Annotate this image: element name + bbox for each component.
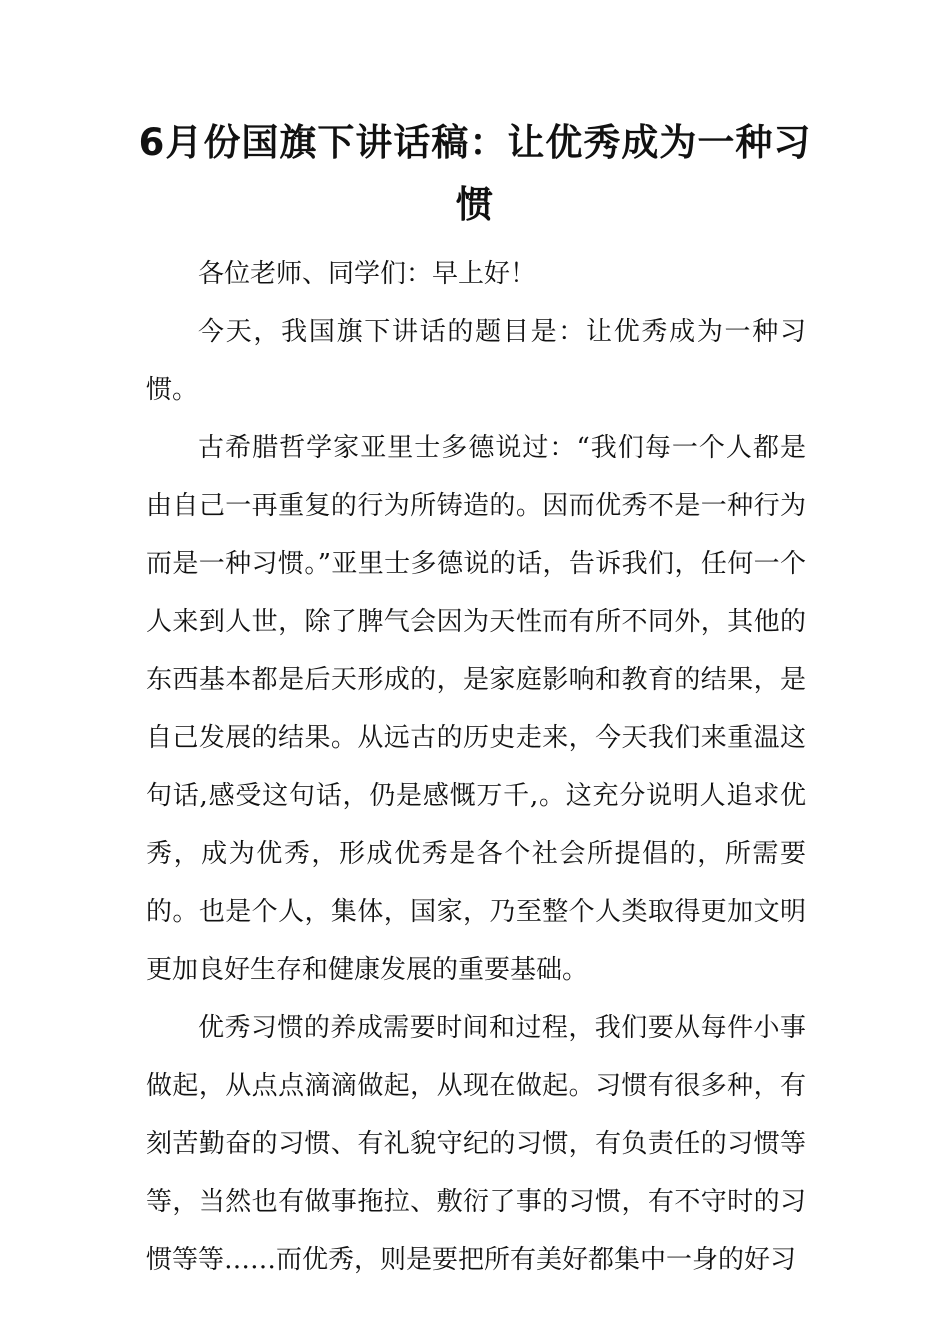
paragraph-habit-formation: 优秀习惯的养成需要时间和过程，我们要从每件小事做起，从点点滴滴做起，从现在做起。习惯有很多种，有刻苦勤奋的习惯、有礼貌守纪的习惯，有负责任的习惯等等，当然也有做事拖拉、敷衍了事的习惯，有不守时的习惯等等……而优秀，则是要把所有美好都集中一身的好习 — [146, 1013, 806, 1275]
document-title: 6月份国旗下讲话稿：让优秀成为一种习惯 — [138, 121, 812, 226]
paragraph-greeting: 各位老师、同学们：早上好！ — [198, 259, 537, 289]
paragraph-topic: 今天，我国旗下讲话的题目是：让优秀成为一种习惯。 — [146, 317, 806, 405]
document-body — [146, 245, 806, 1289]
paragraph-aristotle-quote: 古希腊哲学家亚里士多德说过：“我们每一个人都是由自己一再重复的行为所铸造的。因而优秀不是一种行为而是一种习惯。”亚里士多德说的话，告诉我们，任何一个人来到人世，除了脾气会因为天性而有所不同外，其他的东西基本都是后天形成的，是家庭影响和教育的结果，是自己发展的结果。从远古的历史走来，今天我们来重温这句话,感受这句话，仍是感慨万千,。这充分说明人追求优秀，成为优秀，形成优秀是各个社会所提倡的，所需要的。也是个人，集体，国家，乃至整个人类取得更加文明更加良好生存和健康发展的重要基础。 — [146, 433, 806, 985]
